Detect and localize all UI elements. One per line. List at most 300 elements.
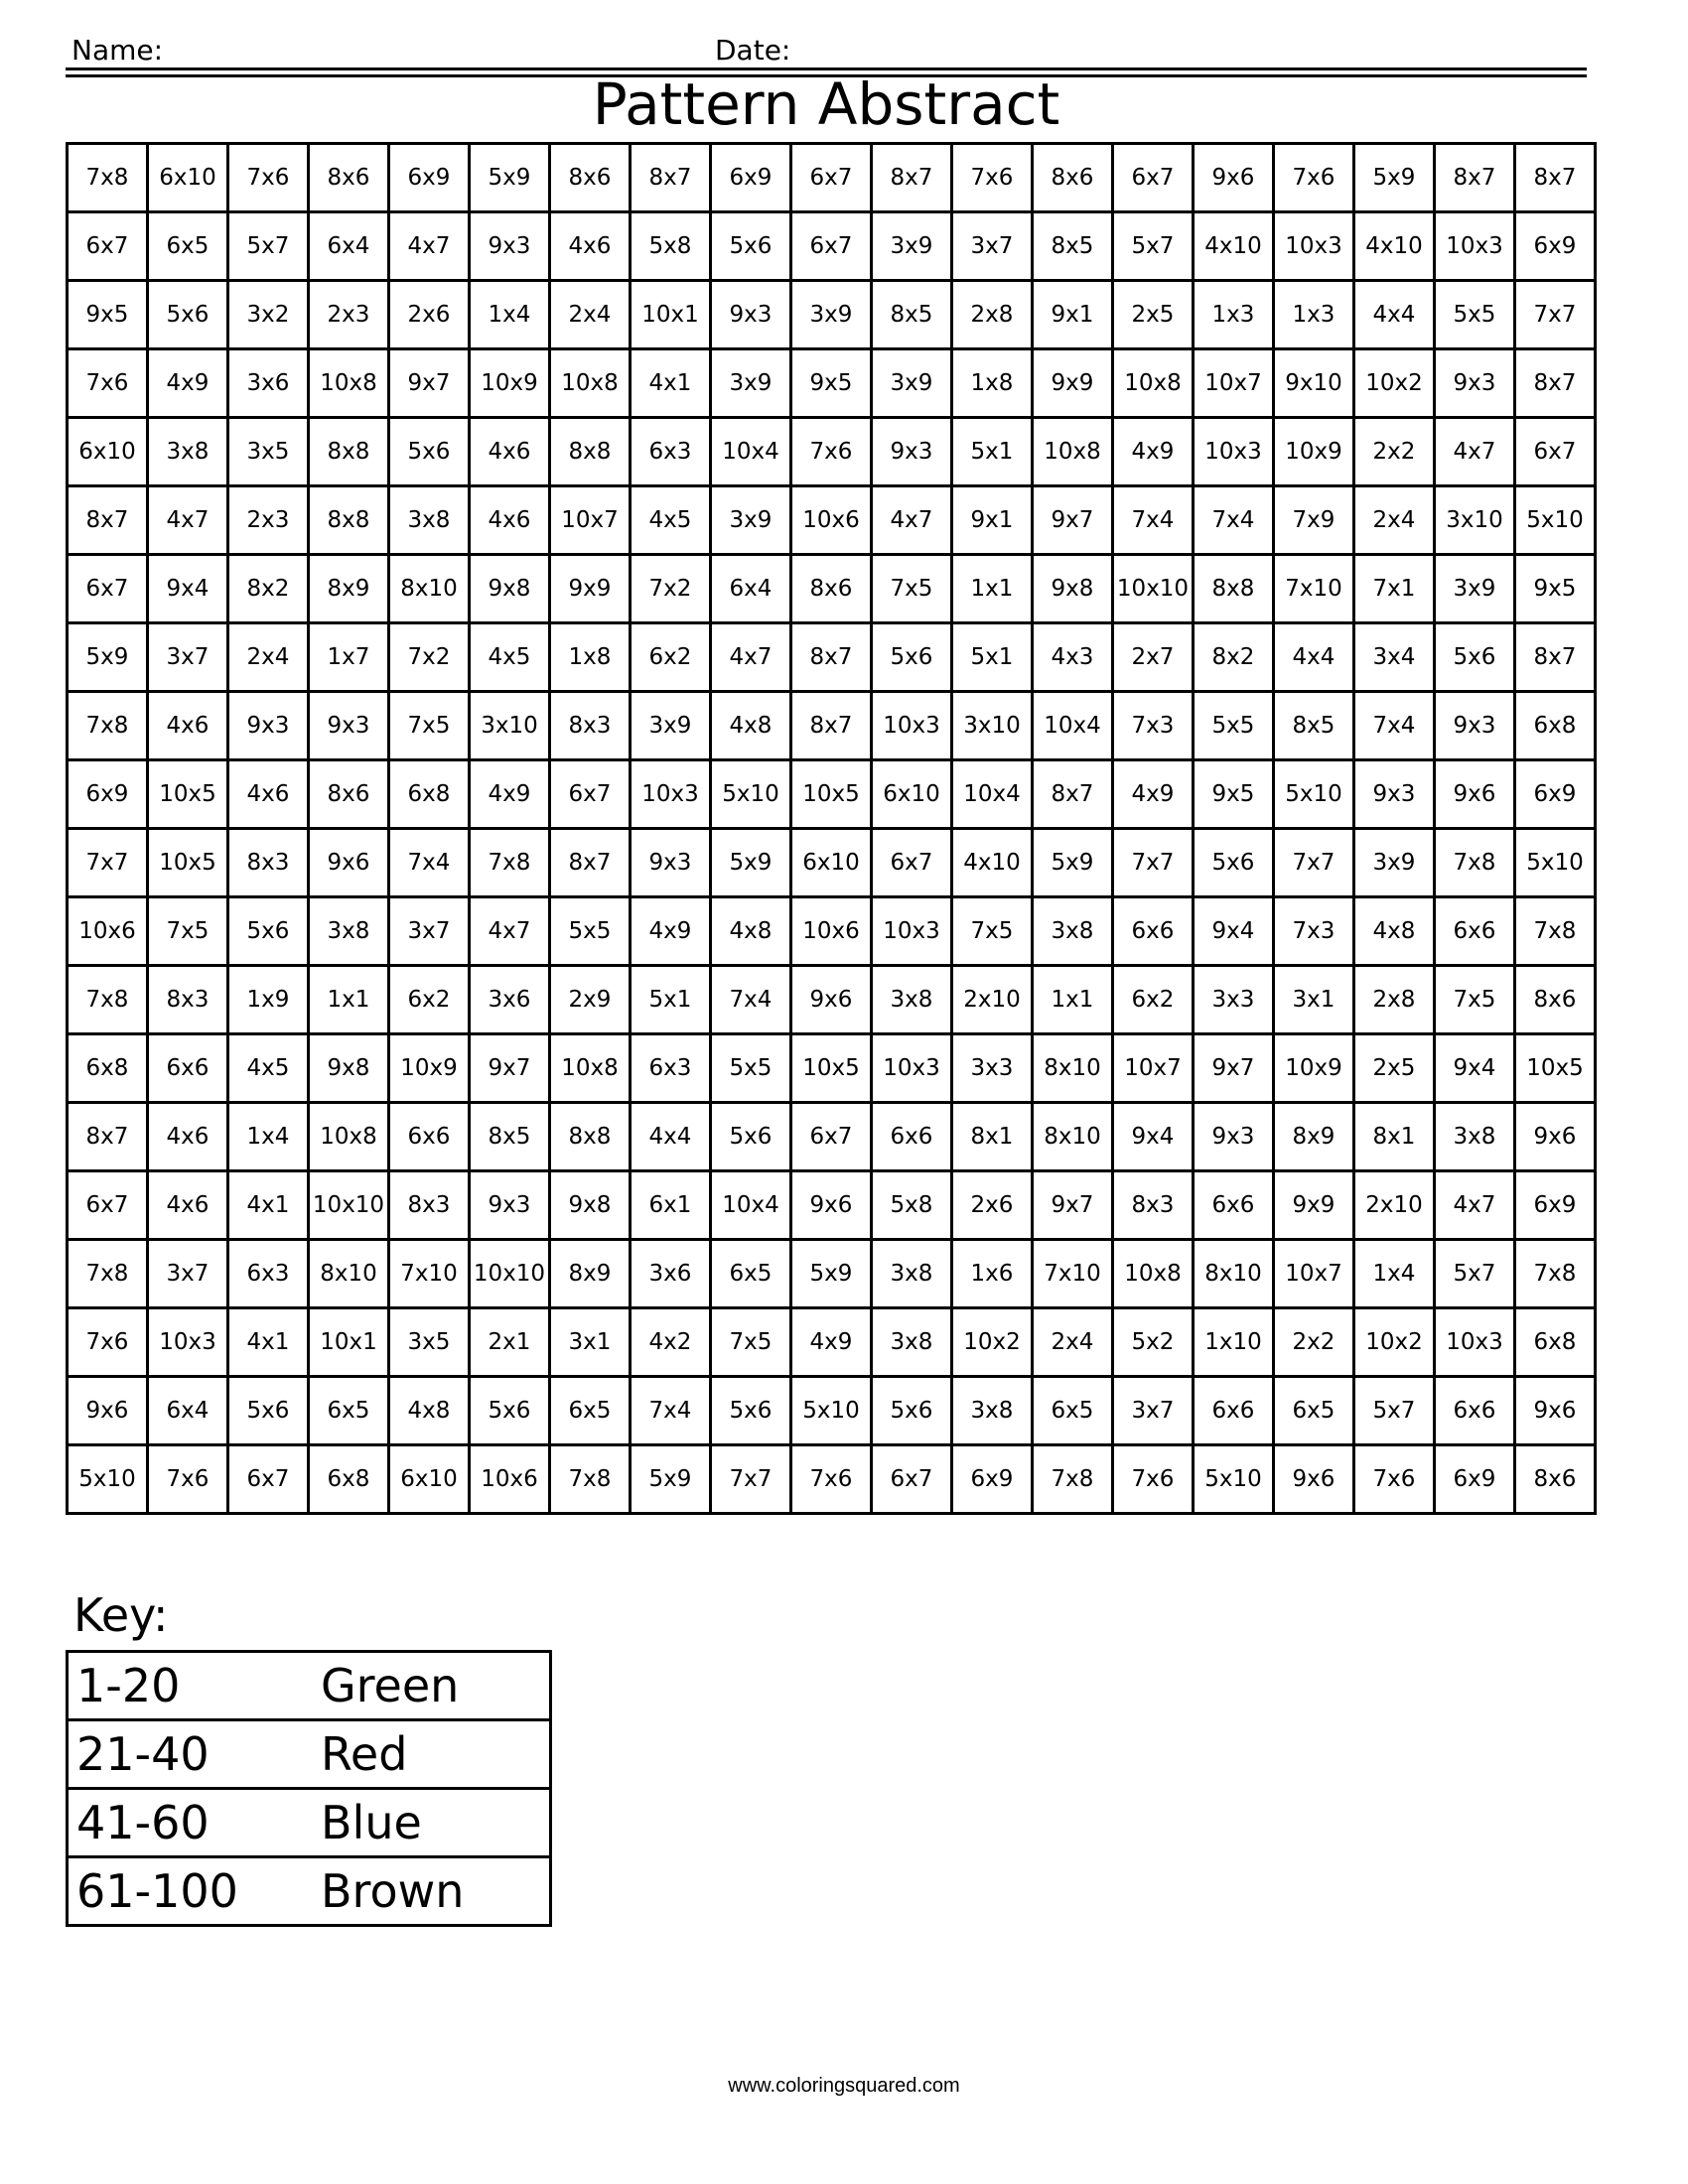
grid-cell: 2x4 xyxy=(228,623,309,692)
grid-cell: 6x5 xyxy=(550,1377,631,1445)
grid-cell: 7x1 xyxy=(1354,555,1435,623)
grid-cell: 5x1 xyxy=(952,418,1033,486)
grid-cell: 6x10 xyxy=(791,829,872,897)
grid-cell: 9x3 xyxy=(470,212,550,281)
grid-cell: 9x5 xyxy=(791,349,872,418)
grid-cell: 10x3 xyxy=(872,692,952,760)
grid-cell: 8x7 xyxy=(1515,623,1596,692)
grid-cell: 8x6 xyxy=(550,144,631,212)
grid-cell: 10x6 xyxy=(470,1445,550,1514)
grid-cell: 8x7 xyxy=(1435,144,1515,212)
grid-cell: 3x3 xyxy=(952,1034,1033,1103)
grid-row xyxy=(68,281,1596,349)
grid-cell: 10x8 xyxy=(1113,349,1194,418)
grid-cell: 4x6 xyxy=(228,760,309,829)
grid-row xyxy=(68,349,1596,418)
grid-cell: 1x1 xyxy=(1033,966,1113,1034)
grid-cell: 10x7 xyxy=(1194,349,1274,418)
grid-cell: 8x5 xyxy=(872,281,952,349)
grid-cell: 3x4 xyxy=(1354,623,1435,692)
grid-cell: 7x8 xyxy=(1033,1445,1113,1514)
grid-row xyxy=(68,897,1596,966)
grid-cell: 4x7 xyxy=(148,486,228,555)
key-range: 21-40 xyxy=(68,1720,314,1789)
grid-cell: 10x8 xyxy=(309,1103,389,1171)
grid-cell: 7x4 xyxy=(1113,486,1194,555)
grid-cell: 8x9 xyxy=(550,1240,631,1308)
grid-cell: 5x7 xyxy=(1435,1240,1515,1308)
grid-cell: 8x7 xyxy=(791,692,872,760)
grid-cell: 5x9 xyxy=(711,829,791,897)
grid-cell: 5x2 xyxy=(1113,1308,1194,1377)
grid-cell: 7x5 xyxy=(711,1308,791,1377)
grid-cell: 5x9 xyxy=(1354,144,1435,212)
grid-cell: 4x5 xyxy=(631,486,711,555)
grid-cell: 3x9 xyxy=(711,486,791,555)
grid-cell: 5x6 xyxy=(1194,829,1274,897)
grid-cell: 6x7 xyxy=(550,760,631,829)
grid-cell: 9x5 xyxy=(1515,555,1596,623)
grid-cell: 5x5 xyxy=(550,897,631,966)
grid-cell: 6x10 xyxy=(148,144,228,212)
grid-cell: 10x10 xyxy=(470,1240,550,1308)
grid-cell: 9x6 xyxy=(1194,144,1274,212)
key-row xyxy=(68,1652,551,1720)
grid-cell: 6x6 xyxy=(1194,1377,1274,1445)
grid-cell: 3x6 xyxy=(228,349,309,418)
grid-cell: 1x6 xyxy=(952,1240,1033,1308)
grid-cell: 8x8 xyxy=(550,1103,631,1171)
grid-cell: 9x3 xyxy=(711,281,791,349)
grid-cell: 10x3 xyxy=(631,760,711,829)
grid-cell: 5x1 xyxy=(952,623,1033,692)
grid-cell: 8x2 xyxy=(228,555,309,623)
grid-cell: 4x8 xyxy=(711,897,791,966)
grid-cell: 6x9 xyxy=(1515,1171,1596,1240)
grid-cell: 4x9 xyxy=(791,1308,872,1377)
grid-cell: 5x6 xyxy=(228,1377,309,1445)
grid-row xyxy=(68,486,1596,555)
grid-cell: 4x1 xyxy=(631,349,711,418)
grid-cell: 6x10 xyxy=(389,1445,470,1514)
grid-cell: 6x5 xyxy=(148,212,228,281)
footer-url: www.coloringsquared.com xyxy=(728,2075,960,2097)
grid-cell: 10x9 xyxy=(389,1034,470,1103)
grid-cell: 4x1 xyxy=(228,1171,309,1240)
grid-cell: 6x8 xyxy=(309,1445,389,1514)
grid-cell: 9x3 xyxy=(1435,692,1515,760)
grid-cell: 7x6 xyxy=(68,349,148,418)
grid-cell: 3x9 xyxy=(872,349,952,418)
grid-cell: 4x6 xyxy=(148,1103,228,1171)
grid-cell: 5x7 xyxy=(1113,212,1194,281)
grid-cell: 1x3 xyxy=(1194,281,1274,349)
grid-cell: 3x7 xyxy=(148,1240,228,1308)
grid-cell: 7x8 xyxy=(1515,1240,1596,1308)
grid-cell: 8x6 xyxy=(1515,966,1596,1034)
grid-cell: 7x3 xyxy=(1274,897,1354,966)
grid-cell: 2x8 xyxy=(1354,966,1435,1034)
grid-cell: 9x8 xyxy=(470,555,550,623)
grid-cell: 7x8 xyxy=(470,829,550,897)
grid-cell: 9x3 xyxy=(1194,1103,1274,1171)
grid-cell: 4x10 xyxy=(1194,212,1274,281)
grid-cell: 2x6 xyxy=(389,281,470,349)
multiplication-grid xyxy=(66,142,1597,1515)
grid-cell: 4x4 xyxy=(1354,281,1435,349)
grid-cell: 9x6 xyxy=(1515,1377,1596,1445)
grid-cell: 7x2 xyxy=(631,555,711,623)
grid-cell: 8x7 xyxy=(1033,760,1113,829)
grid-cell: 2x4 xyxy=(1033,1308,1113,1377)
grid-cell: 7x4 xyxy=(711,966,791,1034)
grid-cell: 4x10 xyxy=(952,829,1033,897)
grid-cell: 6x5 xyxy=(1274,1377,1354,1445)
grid-cell: 5x10 xyxy=(1515,829,1596,897)
grid-cell: 6x6 xyxy=(1435,1377,1515,1445)
grid-cell: 9x9 xyxy=(1274,1171,1354,1240)
key-range: 1-20 xyxy=(68,1652,314,1720)
grid-cell: 10x6 xyxy=(791,897,872,966)
grid-cell: 2x4 xyxy=(550,281,631,349)
grid-cell: 10x3 xyxy=(872,1034,952,1103)
grid-cell: 9x6 xyxy=(791,966,872,1034)
grid-cell: 7x8 xyxy=(68,144,148,212)
grid-cell: 7x4 xyxy=(631,1377,711,1445)
grid-cell: 10x3 xyxy=(1435,1308,1515,1377)
grid-cell: 10x8 xyxy=(1113,1240,1194,1308)
grid-cell: 4x8 xyxy=(711,692,791,760)
grid-cell: 4x7 xyxy=(1435,1171,1515,1240)
grid-cell: 6x7 xyxy=(872,1445,952,1514)
grid-cell: 9x6 xyxy=(68,1377,148,1445)
grid-cell: 10x8 xyxy=(550,1034,631,1103)
grid-cell: 8x6 xyxy=(309,144,389,212)
grid-cell: 8x5 xyxy=(1033,212,1113,281)
grid-cell: 8x8 xyxy=(1194,555,1274,623)
grid-cell: 9x3 xyxy=(228,692,309,760)
grid-cell: 4x7 xyxy=(389,212,470,281)
grid-cell: 4x4 xyxy=(1274,623,1354,692)
grid-cell: 6x10 xyxy=(872,760,952,829)
grid-cell: 2x5 xyxy=(1113,281,1194,349)
grid-cell: 3x9 xyxy=(1435,555,1515,623)
grid-cell: 8x6 xyxy=(1515,1445,1596,1514)
grid-cell: 4x8 xyxy=(1354,897,1435,966)
grid-cell: 6x7 xyxy=(68,555,148,623)
grid-cell: 4x7 xyxy=(470,897,550,966)
grid-cell: 7x6 xyxy=(791,418,872,486)
grid-cell: 6x3 xyxy=(228,1240,309,1308)
grid-cell: 9x5 xyxy=(1194,760,1274,829)
grid-cell: 4x1 xyxy=(228,1308,309,1377)
grid-cell: 7x10 xyxy=(1274,555,1354,623)
grid-cell: 1x1 xyxy=(309,966,389,1034)
grid-cell: 6x6 xyxy=(1194,1171,1274,1240)
grid-cell: 3x7 xyxy=(952,212,1033,281)
grid-cell: 6x7 xyxy=(791,144,872,212)
grid-cell: 10x10 xyxy=(309,1171,389,1240)
grid-cell: 8x6 xyxy=(791,555,872,623)
key-color: Brown xyxy=(313,1857,551,1926)
grid-cell: 5x10 xyxy=(791,1377,872,1445)
grid-cell: 7x5 xyxy=(1435,966,1515,1034)
grid-cell: 9x4 xyxy=(1113,1103,1194,1171)
grid-row xyxy=(68,1171,1596,1240)
grid-cell: 4x9 xyxy=(470,760,550,829)
page-title: Pattern Abstract xyxy=(592,70,1060,138)
grid-cell: 6x9 xyxy=(1515,760,1596,829)
grid-cell: 5x10 xyxy=(711,760,791,829)
grid-row xyxy=(68,1377,1596,1445)
grid-cell: 3x6 xyxy=(470,966,550,1034)
grid-cell: 4x7 xyxy=(872,486,952,555)
grid-cell: 8x7 xyxy=(68,486,148,555)
grid-cell: 7x5 xyxy=(148,897,228,966)
grid-cell: 8x10 xyxy=(309,1240,389,1308)
grid-cell: 8x8 xyxy=(309,418,389,486)
grid-cell: 3x5 xyxy=(228,418,309,486)
grid-cell: 10x4 xyxy=(952,760,1033,829)
grid-cell: 5x6 xyxy=(228,897,309,966)
grid-cell: 8x3 xyxy=(228,829,309,897)
grid-cell: 5x6 xyxy=(872,1377,952,1445)
grid-cell: 6x6 xyxy=(148,1034,228,1103)
grid-cell: 5x6 xyxy=(711,212,791,281)
grid-cell: 6x2 xyxy=(1113,966,1194,1034)
grid-cell: 9x3 xyxy=(470,1171,550,1240)
grid-cell: 4x10 xyxy=(1354,212,1435,281)
grid-cell: 9x9 xyxy=(550,555,631,623)
grid-cell: 6x8 xyxy=(68,1034,148,1103)
grid-cell: 5x8 xyxy=(631,212,711,281)
grid-cell: 8x6 xyxy=(309,760,389,829)
grid-cell: 4x3 xyxy=(1033,623,1113,692)
grid-cell: 2x9 xyxy=(550,966,631,1034)
grid-cell: 10x7 xyxy=(1274,1240,1354,1308)
grid-cell: 3x1 xyxy=(1274,966,1354,1034)
grid-cell: 3x2 xyxy=(228,281,309,349)
grid-cell: 10x6 xyxy=(68,897,148,966)
grid-cell: 3x8 xyxy=(872,966,952,1034)
grid-cell: 4x5 xyxy=(470,623,550,692)
grid-cell: 4x6 xyxy=(148,1171,228,1240)
grid-cell: 6x2 xyxy=(631,623,711,692)
grid-cell: 10x4 xyxy=(1033,692,1113,760)
grid-cell: 7x8 xyxy=(68,692,148,760)
grid-cell: 7x7 xyxy=(68,829,148,897)
grid-cell: 3x3 xyxy=(1194,966,1274,1034)
grid-cell: 1x8 xyxy=(550,623,631,692)
grid-cell: 7x6 xyxy=(791,1445,872,1514)
grid-cell: 6x7 xyxy=(228,1445,309,1514)
grid-cell: 5x9 xyxy=(68,623,148,692)
grid-cell: 8x7 xyxy=(1515,349,1596,418)
key-title: Key: xyxy=(73,1588,169,1642)
grid-cell: 3x10 xyxy=(470,692,550,760)
grid-cell: 3x8 xyxy=(1435,1103,1515,1171)
grid-cell: 5x5 xyxy=(711,1034,791,1103)
grid-cell: 7x7 xyxy=(1515,281,1596,349)
grid-cell: 10x3 xyxy=(872,897,952,966)
name-label: Name: xyxy=(71,34,164,67)
grid-cell: 10x5 xyxy=(148,829,228,897)
grid-cell: 10x8 xyxy=(1033,418,1113,486)
grid-cell: 9x3 xyxy=(872,418,952,486)
grid-cell: 8x1 xyxy=(952,1103,1033,1171)
grid-cell: 3x10 xyxy=(1435,486,1515,555)
grid-cell: 10x5 xyxy=(1515,1034,1596,1103)
grid-cell: 1x1 xyxy=(952,555,1033,623)
grid-cell: 7x6 xyxy=(1354,1445,1435,1514)
grid-cell: 10x2 xyxy=(1354,1308,1435,1377)
grid-cell: 7x6 xyxy=(148,1445,228,1514)
grid-cell: 8x5 xyxy=(470,1103,550,1171)
grid-cell: 8x5 xyxy=(1274,692,1354,760)
grid-cell: 4x9 xyxy=(148,349,228,418)
grid-cell: 2x7 xyxy=(1113,623,1194,692)
grid-cell: 10x10 xyxy=(1113,555,1194,623)
grid-cell: 10x2 xyxy=(1354,349,1435,418)
grid-cell: 8x7 xyxy=(791,623,872,692)
grid-cell: 9x7 xyxy=(1033,1171,1113,1240)
grid-cell: 4x6 xyxy=(470,486,550,555)
grid-cell: 7x6 xyxy=(1274,144,1354,212)
grid-cell: 9x1 xyxy=(952,486,1033,555)
grid-cell: 9x6 xyxy=(1435,760,1515,829)
grid-cell: 5x6 xyxy=(711,1377,791,1445)
grid-row xyxy=(68,1034,1596,1103)
key-row xyxy=(68,1857,551,1926)
grid-cell: 4x7 xyxy=(711,623,791,692)
grid-cell: 8x6 xyxy=(1033,144,1113,212)
key-row xyxy=(68,1720,551,1789)
grid-cell: 8x3 xyxy=(389,1171,470,1240)
grid-cell: 6x8 xyxy=(389,760,470,829)
grid-cell: 5x7 xyxy=(228,212,309,281)
grid-cell: 3x8 xyxy=(309,897,389,966)
grid-cell: 8x8 xyxy=(309,486,389,555)
key-range: 41-60 xyxy=(68,1789,314,1857)
grid-row xyxy=(68,829,1596,897)
grid-cell: 4x2 xyxy=(631,1308,711,1377)
grid-row xyxy=(68,212,1596,281)
grid-cell: 9x4 xyxy=(148,555,228,623)
grid-cell: 1x9 xyxy=(228,966,309,1034)
grid-cell: 3x1 xyxy=(550,1308,631,1377)
grid-cell: 6x9 xyxy=(68,760,148,829)
grid-cell: 8x10 xyxy=(1194,1240,1274,1308)
grid-cell: 4x9 xyxy=(1113,418,1194,486)
grid-cell: 9x4 xyxy=(1435,1034,1515,1103)
grid-cell: 6x7 xyxy=(68,212,148,281)
grid-cell: 10x3 xyxy=(1194,418,1274,486)
grid-cell: 7x9 xyxy=(1274,486,1354,555)
grid-cell: 3x7 xyxy=(148,623,228,692)
grid-cell: 3x9 xyxy=(872,212,952,281)
grid-cell: 10x3 xyxy=(1435,212,1515,281)
grid-row xyxy=(68,1445,1596,1514)
grid-cell: 7x10 xyxy=(1033,1240,1113,1308)
grid-cell: 10x2 xyxy=(952,1308,1033,1377)
grid-cell: 10x5 xyxy=(148,760,228,829)
grid-cell: 6x4 xyxy=(309,212,389,281)
grid-cell: 10x9 xyxy=(470,349,550,418)
grid-cell: 3x8 xyxy=(148,418,228,486)
grid-cell: 6x6 xyxy=(1113,897,1194,966)
grid-cell: 10x5 xyxy=(791,1034,872,1103)
grid-cell: 7x2 xyxy=(389,623,470,692)
grid-cell: 3x9 xyxy=(711,349,791,418)
grid-cell: 8x3 xyxy=(148,966,228,1034)
grid-cell: 6x9 xyxy=(711,144,791,212)
grid-row xyxy=(68,555,1596,623)
grid-cell: 2x1 xyxy=(470,1308,550,1377)
grid-cell: 7x7 xyxy=(711,1445,791,1514)
grid-cell: 7x7 xyxy=(1274,829,1354,897)
grid-cell: 6x6 xyxy=(1435,897,1515,966)
grid-cell: 6x7 xyxy=(68,1171,148,1240)
grid-cell: 3x7 xyxy=(1113,1377,1194,1445)
grid-cell: 7x8 xyxy=(1435,829,1515,897)
grid-cell: 9x9 xyxy=(1033,349,1113,418)
grid-cell: 4x6 xyxy=(470,418,550,486)
grid-cell: 7x7 xyxy=(1113,829,1194,897)
grid-cell: 8x7 xyxy=(550,829,631,897)
grid-cell: 2x3 xyxy=(309,281,389,349)
grid-cell: 5x6 xyxy=(389,418,470,486)
grid-cell: 5x9 xyxy=(631,1445,711,1514)
key-color: Green xyxy=(313,1652,551,1720)
grid-cell: 4x8 xyxy=(389,1377,470,1445)
grid-cell: 6x5 xyxy=(711,1240,791,1308)
grid-cell: 6x7 xyxy=(1515,418,1596,486)
grid-cell: 4x9 xyxy=(1113,760,1194,829)
header-row xyxy=(66,24,1585,68)
grid-cell: 2x10 xyxy=(952,966,1033,1034)
grid-cell: 2x2 xyxy=(1354,418,1435,486)
grid-cell: 7x4 xyxy=(389,829,470,897)
grid-cell: 9x1 xyxy=(1033,281,1113,349)
grid-cell: 8x9 xyxy=(1274,1103,1354,1171)
grid-cell: 3x9 xyxy=(791,281,872,349)
grid-cell: 2x6 xyxy=(952,1171,1033,1240)
grid-cell: 3x8 xyxy=(389,486,470,555)
grid-cell: 4x5 xyxy=(228,1034,309,1103)
grid-cell: 2x2 xyxy=(1274,1308,1354,1377)
grid-cell: 6x1 xyxy=(631,1171,711,1240)
grid-cell: 7x8 xyxy=(68,1240,148,1308)
grid-cell: 10x8 xyxy=(550,349,631,418)
grid-cell: 9x6 xyxy=(1515,1103,1596,1171)
grid-cell: 6x9 xyxy=(1435,1445,1515,1514)
grid-cell: 9x6 xyxy=(791,1171,872,1240)
grid-cell: 10x9 xyxy=(1274,1034,1354,1103)
grid-cell: 7x5 xyxy=(952,897,1033,966)
grid-cell: 1x7 xyxy=(309,623,389,692)
grid-cell: 2x5 xyxy=(1354,1034,1435,1103)
grid-cell: 7x5 xyxy=(389,692,470,760)
grid-row xyxy=(68,1308,1596,1377)
grid-row xyxy=(68,144,1596,212)
grid-cell: 4x6 xyxy=(550,212,631,281)
grid-cell: 4x9 xyxy=(631,897,711,966)
grid-cell: 7x4 xyxy=(1354,692,1435,760)
grid-cell: 1x4 xyxy=(1354,1240,1435,1308)
grid-cell: 10x4 xyxy=(711,1171,791,1240)
grid-cell: 1x3 xyxy=(1274,281,1354,349)
grid-cell: 5x10 xyxy=(68,1445,148,1514)
